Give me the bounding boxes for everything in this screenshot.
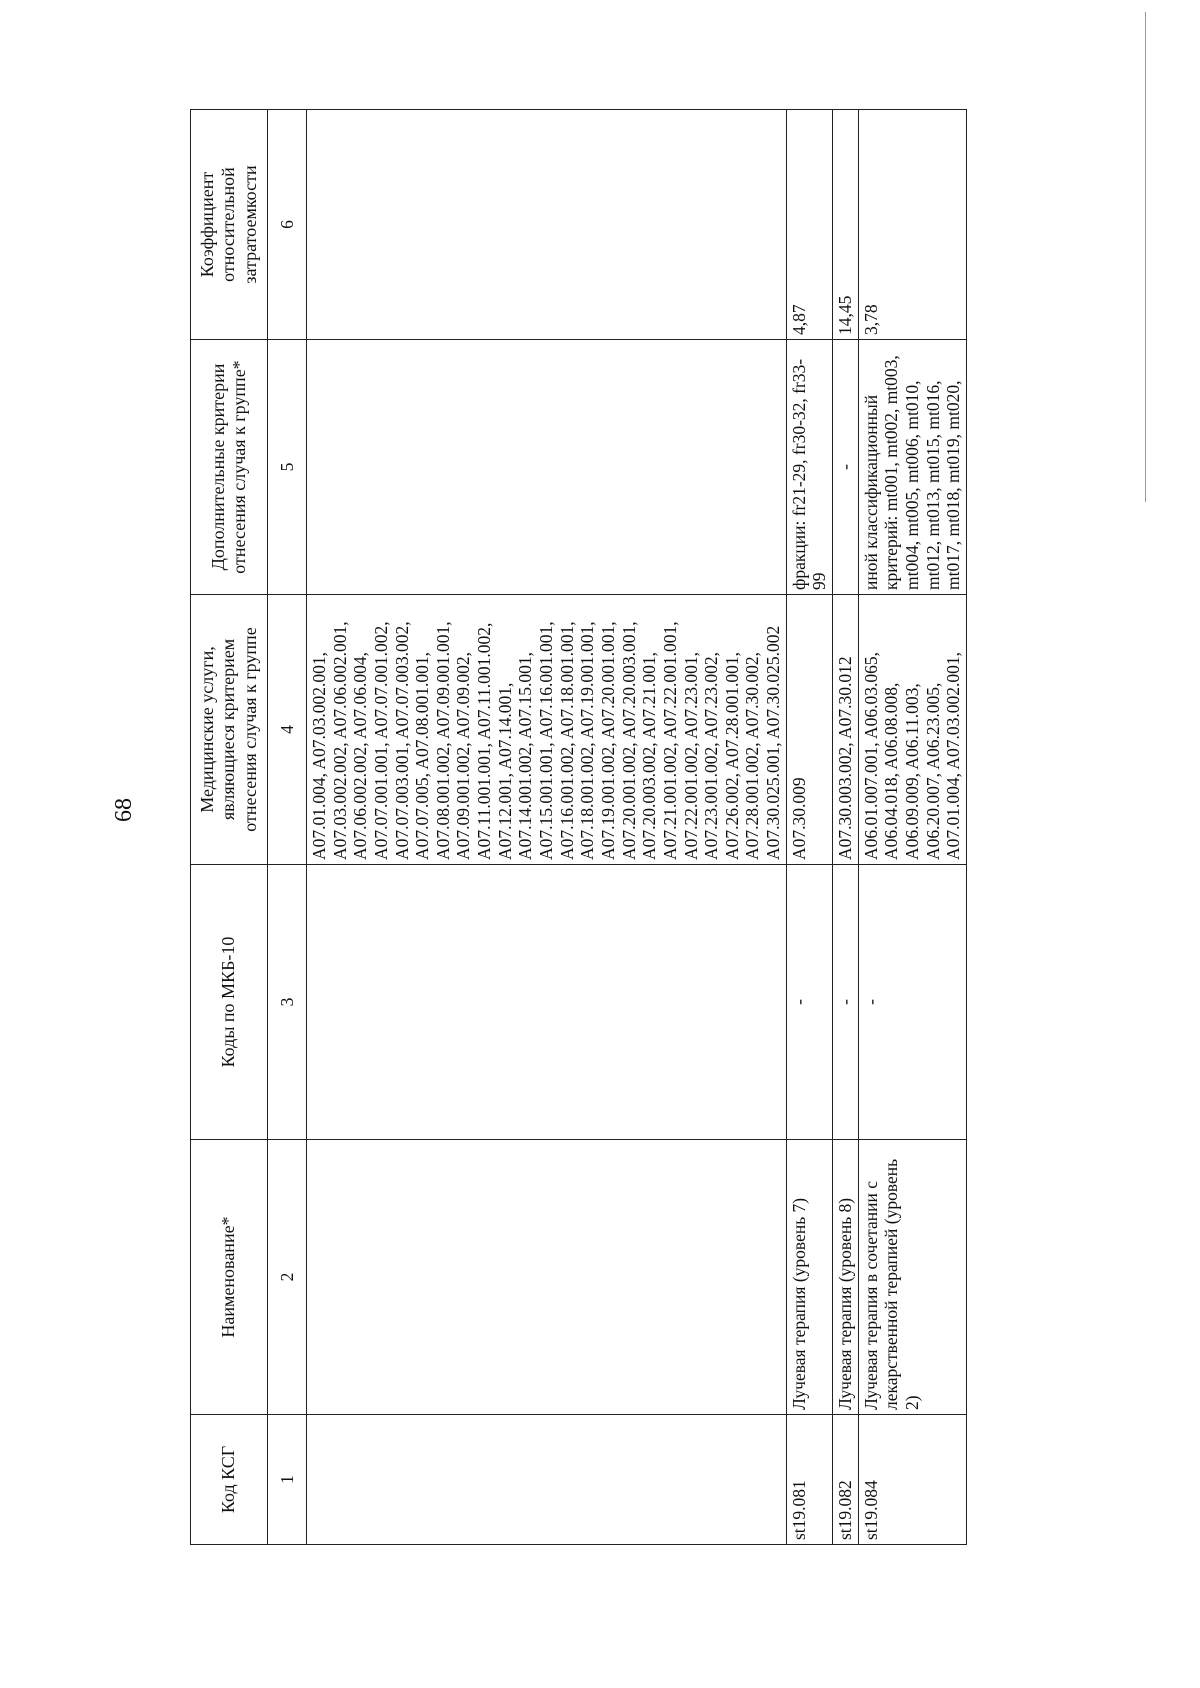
header-services: Медицинские услуги, являющиеся критерием отнесения случая к группе (191, 595, 268, 865)
col-num-6: 6 (268, 110, 307, 340)
cell-mkb: - (833, 865, 859, 1140)
col-num-2: 2 (268, 1140, 307, 1415)
cell-services: A07.01.004, A07.03.002.001, A07.03.002.002, A07.06.002.001, A07.06.002.002, A07.06.004, A07.07.001.001, A07.07.001.002, A07.07.003.001, A07.07.003.002, A07.07.005, A07.08.001.001, A07.08.001.002, A07.09.001.001, A07.09.001.002, A07.09.002, A07.11.001.001, A07.11.001.002, A07.12.001, A07.14.001, A07.14.001.002, A07.15.001, A07.15.001.001, A07.16.001.001, A07.16.001.002, A07.18.001.001, A07.18.001.002, A07.19.001.001, A07.19.001.002, A07.20.001.001, A07.20.001.002, A07.20.003.001, A07.20.003.002, A07.21.001, A07.21.001.002, A07.22.001.001, A07.22.001.002, A07.23.001, A07.23.001.002, A07.23.002, A07.26.002, A07.28.001.001, A07.28.001.002, A07.30.002, A07.30.025.001, A07.30.025.002 (307, 595, 787, 865)
margin-rule (1145, 12, 1146, 502)
header-row (191, 110, 268, 1545)
cell-name: Лучевая терапия (уровень 8) (833, 1140, 859, 1415)
cell-services: A07.30.009 (786, 595, 832, 865)
table-row (307, 110, 787, 1545)
cell-code: st19.084 (858, 1415, 966, 1545)
col-num-1: 1 (268, 1415, 307, 1545)
cell-mkb: - (786, 865, 832, 1140)
cell-code: st19.081 (786, 1415, 832, 1545)
cell-extra: - (833, 340, 859, 595)
cell-extra (307, 340, 787, 595)
cell-coef: 3,78 (858, 110, 966, 340)
cell-coef (307, 110, 787, 340)
col-num-4: 4 (268, 595, 307, 865)
table-row (858, 110, 966, 1545)
cell-mkb: - (858, 865, 966, 1140)
cell-code (307, 1415, 787, 1545)
col-num-3: 3 (268, 865, 307, 1140)
cell-services: A06.01.007.001, A06.03.065, A06.04.018, A06.08.008, A06.09.009, A06.11.003, A06.20.007, A06.23.005, A07.01.004, A07.03.002.001, (858, 595, 966, 865)
cell-services: A07.30.003.002, A07.30.012 (833, 595, 859, 865)
cell-extra: иной классификационный критерий: mt001, mt002, mt003, mt004, mt005, mt006, mt010, mt012, mt013, mt015, mt016, mt017, mt018, mt019, mt020, (858, 340, 966, 595)
cell-mkb (307, 865, 787, 1140)
rotated-table-container (190, 110, 1098, 1688)
cell-coef: 4,87 (786, 110, 832, 340)
column-number-row (268, 110, 307, 1545)
header-coef: Коэффициент относительной затратоемкости (191, 110, 268, 340)
table-inner (190, 110, 1098, 1545)
header-name: Наименование* (191, 1140, 268, 1415)
table-row (786, 110, 832, 1545)
cell-name: Лучевая терапия в сочетании с лекарственной терапией (уровень 2) (858, 1140, 966, 1415)
cell-extra: фракции: fr21-29, fr30-32, fr33-99 (786, 340, 832, 595)
ksg-table (190, 109, 967, 1545)
cell-name (307, 1140, 787, 1415)
cell-coef: 14,45 (833, 110, 859, 340)
header-mkb: Коды по МКБ-10 (191, 865, 268, 1140)
table-row (833, 110, 859, 1545)
cell-code: st19.082 (833, 1415, 859, 1545)
page-number: 68 (111, 798, 137, 822)
header-code: Код КСГ (191, 1415, 268, 1545)
col-num-5: 5 (268, 340, 307, 595)
cell-name: Лучевая терапия (уровень 7) (786, 1140, 832, 1415)
header-extra: Дополнительные критерии отнесения случая к группе* (191, 340, 268, 595)
